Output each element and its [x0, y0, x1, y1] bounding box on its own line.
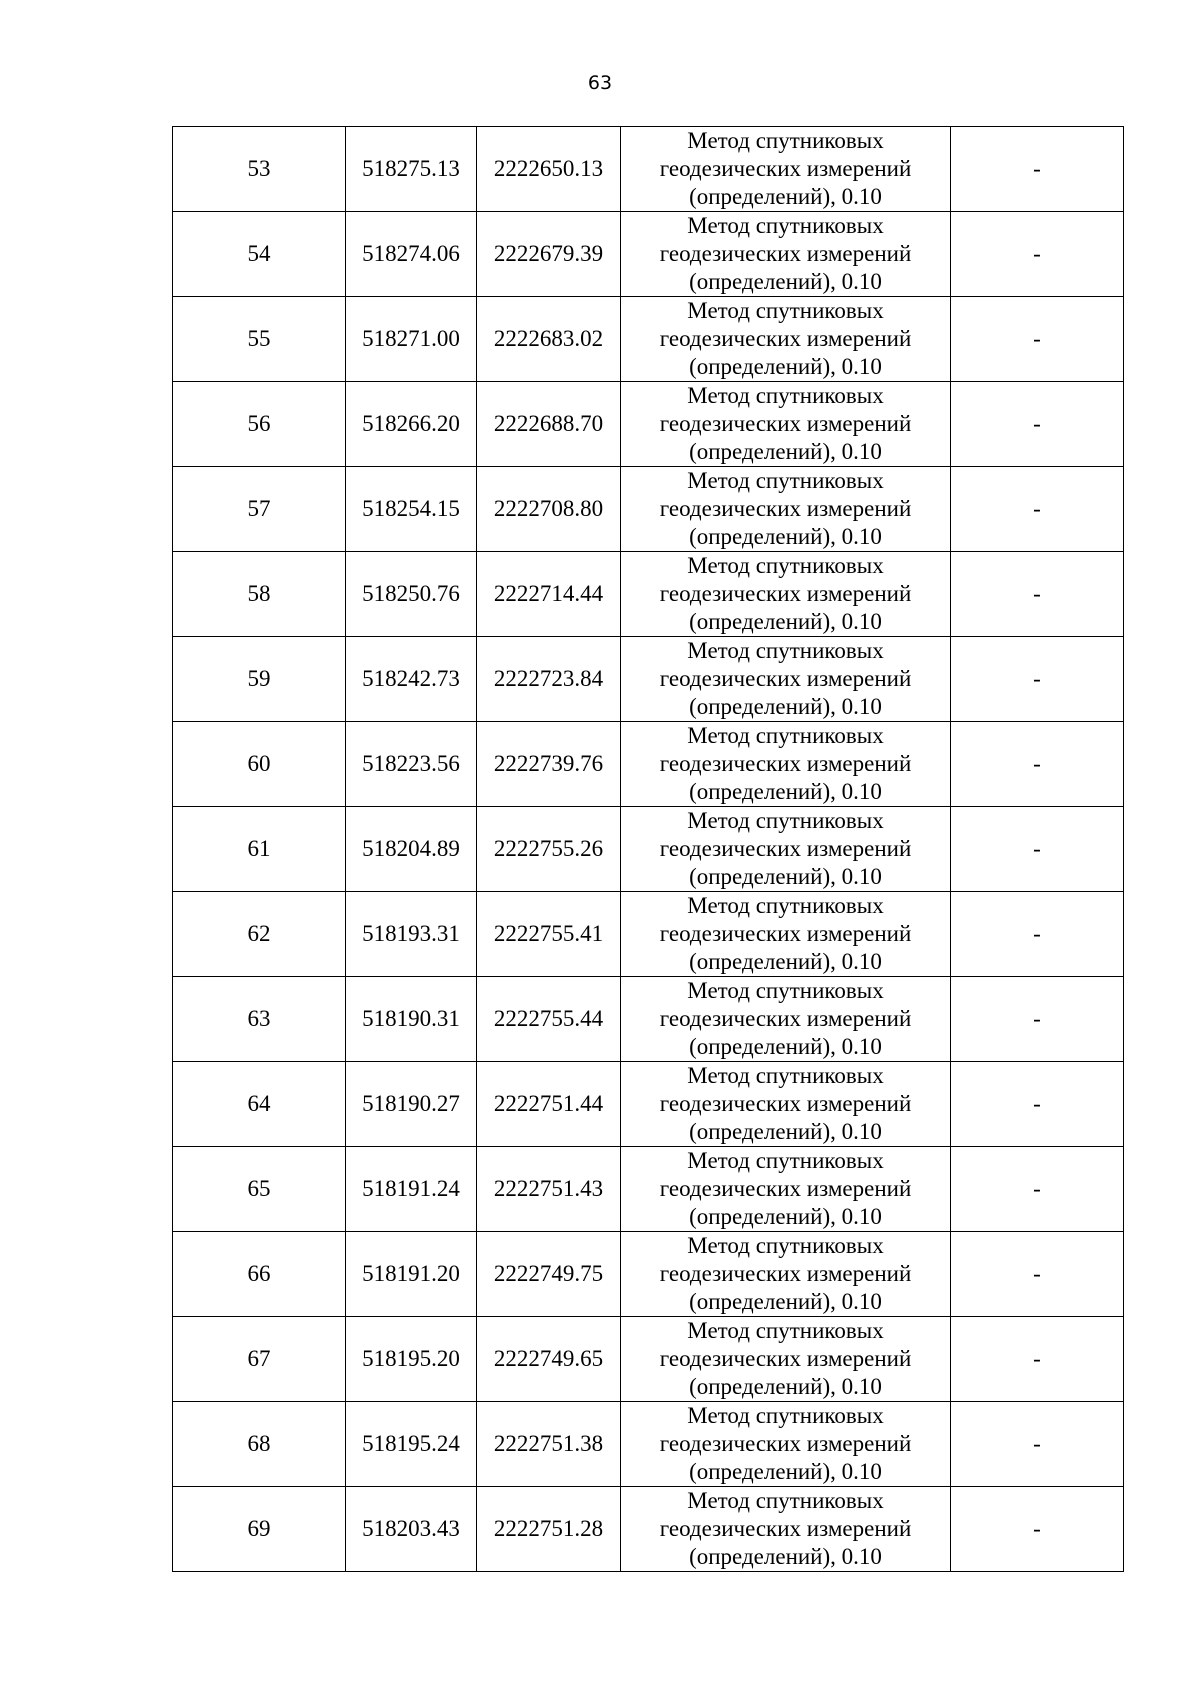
method-text: Метод спутниковых геодезических измерений (определений), 0.10 — [659, 638, 912, 719]
method-cell — [621, 467, 951, 552]
y-coordinate-cell: 2222749.65 — [477, 1317, 621, 1402]
table-row — [173, 977, 1124, 1062]
x-coordinate-cell: 518250.76 — [346, 552, 477, 637]
table-row — [173, 1317, 1124, 1402]
method-text: Метод спутниковых геодезических измерений (определений), 0.10 — [659, 298, 912, 379]
point-number-cell: 59 — [173, 637, 346, 722]
point-number-cell: 65 — [173, 1147, 346, 1232]
x-coordinate-cell: 518274.06 — [346, 212, 477, 297]
x-coordinate-cell: 518195.24 — [346, 1402, 477, 1487]
table-row — [173, 637, 1124, 722]
point-number-cell: 54 — [173, 212, 346, 297]
method-cell — [621, 552, 951, 637]
coordinates-table — [172, 126, 1124, 1572]
method-cell — [621, 1487, 951, 1572]
y-coordinate-cell: 2222751.43 — [477, 1147, 621, 1232]
method-text: Метод спутниковых геодезических измерений (определений), 0.10 — [659, 1488, 912, 1569]
table-body — [173, 127, 1124, 1572]
description-cell: - — [951, 1487, 1124, 1572]
point-number-cell: 58 — [173, 552, 346, 637]
method-cell — [621, 637, 951, 722]
method-cell — [621, 892, 951, 977]
description-cell: - — [951, 1147, 1124, 1232]
y-coordinate-cell: 2222683.02 — [477, 297, 621, 382]
method-cell — [621, 1062, 951, 1147]
table-row — [173, 467, 1124, 552]
method-cell — [621, 807, 951, 892]
description-cell: - — [951, 212, 1124, 297]
table-row — [173, 382, 1124, 467]
method-text: Метод спутниковых геодезических измерений (определений), 0.10 — [659, 1403, 912, 1484]
y-coordinate-cell: 2222751.44 — [477, 1062, 621, 1147]
method-text: Метод спутниковых геодезических измерений (определений), 0.10 — [659, 808, 912, 889]
description-cell: - — [951, 1062, 1124, 1147]
x-coordinate-cell: 518204.89 — [346, 807, 477, 892]
description-cell: - — [951, 467, 1124, 552]
description-cell: - — [951, 1232, 1124, 1317]
method-text: Метод спутниковых геодезических измерений (определений), 0.10 — [659, 128, 912, 209]
y-coordinate-cell: 2222688.70 — [477, 382, 621, 467]
point-number-cell: 63 — [173, 977, 346, 1062]
y-coordinate-cell: 2222679.39 — [477, 212, 621, 297]
method-text: Метод спутниковых геодезических измерений (определений), 0.10 — [659, 1063, 912, 1144]
method-cell — [621, 297, 951, 382]
y-coordinate-cell: 2222755.44 — [477, 977, 621, 1062]
x-coordinate-cell: 518254.15 — [346, 467, 477, 552]
method-cell — [621, 1147, 951, 1232]
x-coordinate-cell: 518191.24 — [346, 1147, 477, 1232]
description-cell: - — [951, 1402, 1124, 1487]
y-coordinate-cell: 2222714.44 — [477, 552, 621, 637]
point-number-cell: 60 — [173, 722, 346, 807]
x-coordinate-cell: 518190.27 — [346, 1062, 477, 1147]
y-coordinate-cell: 2222751.28 — [477, 1487, 621, 1572]
method-text: Метод спутниковых геодезических измерений (определений), 0.10 — [659, 213, 912, 294]
point-number-cell: 67 — [173, 1317, 346, 1402]
x-coordinate-cell: 518203.43 — [346, 1487, 477, 1572]
description-cell: - — [951, 807, 1124, 892]
table-row — [173, 1487, 1124, 1572]
x-coordinate-cell: 518266.20 — [346, 382, 477, 467]
x-coordinate-cell: 518191.20 — [346, 1232, 477, 1317]
point-number-cell: 57 — [173, 467, 346, 552]
x-coordinate-cell: 518271.00 — [346, 297, 477, 382]
x-coordinate-cell: 518195.20 — [346, 1317, 477, 1402]
point-number-cell: 56 — [173, 382, 346, 467]
table-row — [173, 1062, 1124, 1147]
method-text: Метод спутниковых геодезических измерений (определений), 0.10 — [659, 383, 912, 464]
method-text: Метод спутниковых геодезических измерений (определений), 0.10 — [659, 893, 912, 974]
description-cell: - — [951, 722, 1124, 807]
description-cell: - — [951, 977, 1124, 1062]
point-number-cell: 68 — [173, 1402, 346, 1487]
method-cell — [621, 977, 951, 1062]
y-coordinate-cell: 2222749.75 — [477, 1232, 621, 1317]
point-number-cell: 62 — [173, 892, 346, 977]
method-text: Метод спутниковых геодезических измерений (определений), 0.10 — [659, 723, 912, 804]
point-number-cell: 53 — [173, 127, 346, 212]
method-text: Метод спутниковых геодезических измерений (определений), 0.10 — [659, 978, 912, 1059]
point-number-cell: 55 — [173, 297, 346, 382]
method-cell — [621, 127, 951, 212]
y-coordinate-cell: 2222739.76 — [477, 722, 621, 807]
x-coordinate-cell: 518242.73 — [346, 637, 477, 722]
x-coordinate-cell: 518190.31 — [346, 977, 477, 1062]
method-text: Метод спутниковых геодезических измерений (определений), 0.10 — [659, 1233, 912, 1314]
method-cell — [621, 382, 951, 467]
description-cell: - — [951, 127, 1124, 212]
y-coordinate-cell: 2222723.84 — [477, 637, 621, 722]
method-cell — [621, 1232, 951, 1317]
x-coordinate-cell: 518223.56 — [346, 722, 477, 807]
point-number-cell: 64 — [173, 1062, 346, 1147]
description-cell: - — [951, 637, 1124, 722]
table-row — [173, 297, 1124, 382]
y-coordinate-cell: 2222755.41 — [477, 892, 621, 977]
x-coordinate-cell: 518193.31 — [346, 892, 477, 977]
table-row — [173, 212, 1124, 297]
description-cell: - — [951, 892, 1124, 977]
description-cell: - — [951, 552, 1124, 637]
page-number: 63 — [587, 72, 613, 94]
table-row — [173, 127, 1124, 212]
point-number-cell: 69 — [173, 1487, 346, 1572]
description-cell: - — [951, 382, 1124, 467]
method-cell — [621, 1317, 951, 1402]
table-row — [173, 892, 1124, 977]
point-number-cell: 61 — [173, 807, 346, 892]
x-coordinate-cell: 518275.13 — [346, 127, 477, 212]
method-text: Метод спутниковых геодезических измерений (определений), 0.10 — [659, 1148, 912, 1229]
table-row — [173, 552, 1124, 637]
y-coordinate-cell: 2222650.13 — [477, 127, 621, 212]
table-row — [173, 722, 1124, 807]
point-number-cell: 66 — [173, 1232, 346, 1317]
y-coordinate-cell: 2222755.26 — [477, 807, 621, 892]
method-cell — [621, 1402, 951, 1487]
table-row — [173, 1232, 1124, 1317]
y-coordinate-cell: 2222751.38 — [477, 1402, 621, 1487]
table-row — [173, 807, 1124, 892]
description-cell: - — [951, 297, 1124, 382]
description-cell: - — [951, 1317, 1124, 1402]
method-cell — [621, 722, 951, 807]
method-text: Метод спутниковых геодезических измерений (определений), 0.10 — [659, 468, 912, 549]
table-row — [173, 1147, 1124, 1232]
table-row — [173, 1402, 1124, 1487]
method-text: Метод спутниковых геодезических измерений (определений), 0.10 — [659, 1318, 912, 1399]
method-text: Метод спутниковых геодезических измерений (определений), 0.10 — [659, 553, 912, 634]
method-cell — [621, 212, 951, 297]
y-coordinate-cell: 2222708.80 — [477, 467, 621, 552]
